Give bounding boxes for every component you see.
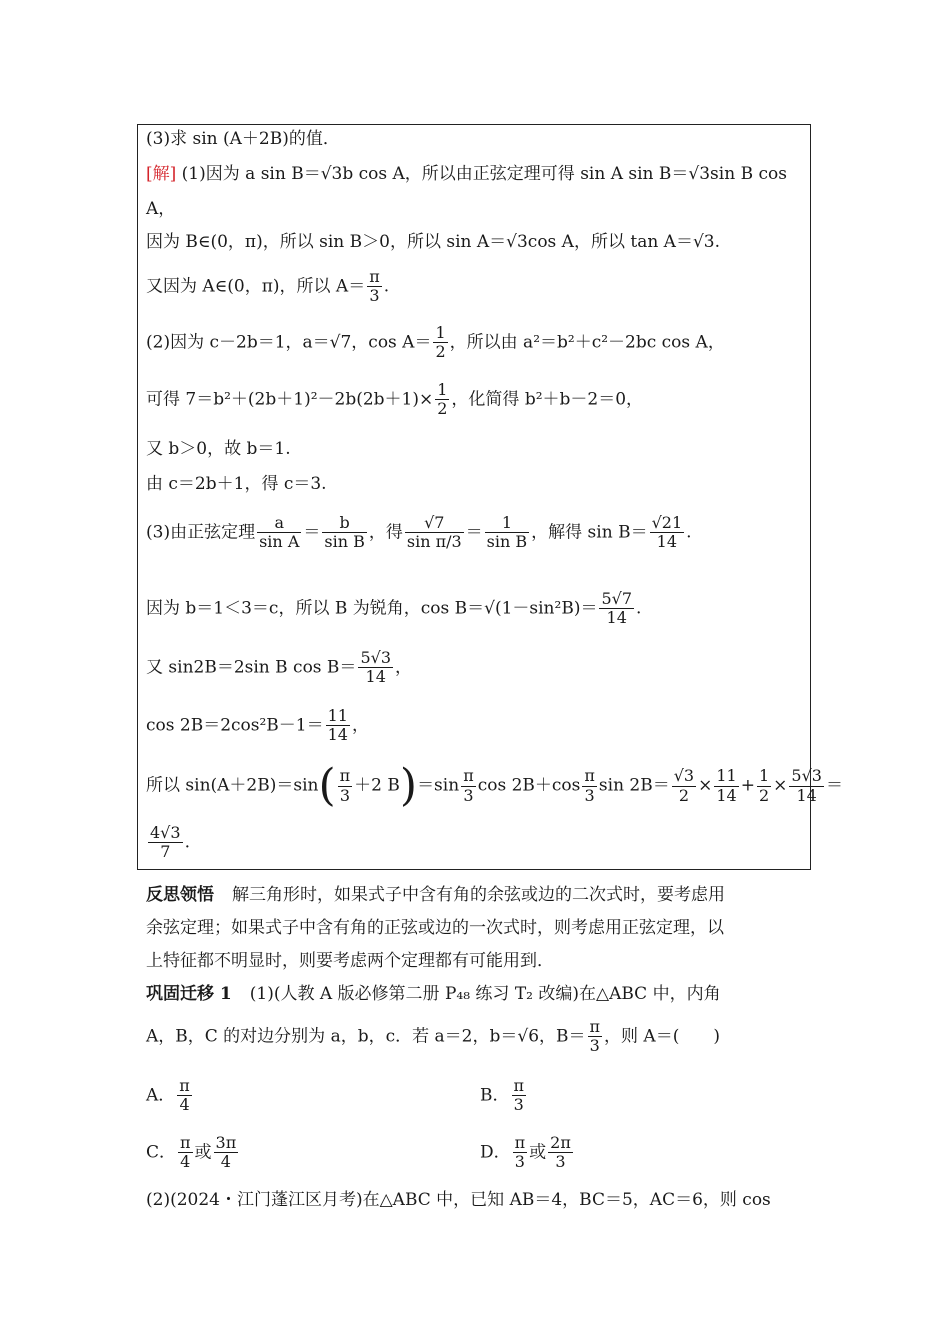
text: . xyxy=(636,598,642,619)
solution-part2-line3: 又 b＞0，故 b＝1. xyxy=(146,439,291,459)
numerator: 5√3 xyxy=(360,648,391,667)
fraction xyxy=(650,514,685,552)
numerator: π xyxy=(513,1076,525,1095)
fraction xyxy=(326,707,350,745)
numerator: π xyxy=(514,1133,526,1152)
fraction xyxy=(599,590,634,628)
denominator: 2 xyxy=(437,399,448,419)
denominator: sin π/3 xyxy=(406,532,462,552)
fraction xyxy=(358,649,393,687)
text: ＝sin xyxy=(417,775,460,796)
reflection-line1 xyxy=(146,887,725,904)
solution-label: [解] xyxy=(146,164,177,184)
denominator: 3 xyxy=(589,1036,600,1056)
solution-part3-line1 xyxy=(146,514,692,552)
numerator: 11 xyxy=(716,766,737,786)
denominator: 2 xyxy=(758,785,770,805)
text: sin 2B＝ xyxy=(598,775,670,796)
fraction xyxy=(513,1134,528,1172)
solution-part2-line4: 由 c＝2b＋1，得 c＝3. xyxy=(146,474,327,494)
denominator: 3 xyxy=(555,1152,566,1172)
denominator: 14 xyxy=(606,608,627,628)
fraction xyxy=(485,514,529,552)
text: 或 xyxy=(194,1142,212,1163)
option-a[interactable] xyxy=(146,1077,194,1115)
text: 或 xyxy=(529,1142,547,1163)
text: 解三角形时，如果式子中含有角的余弦或边的二次式时，要考虑用 xyxy=(232,885,725,905)
text: (1)因为 a sin B＝√3b cos A，所以由正弦定理可得 sin A sin B＝√3sin B cos xyxy=(181,164,787,184)
fraction xyxy=(757,767,771,805)
numerator: π xyxy=(584,766,595,786)
denominator: 3 xyxy=(339,785,350,805)
text: 因为 b＝1＜3＝c，所以 B 为锐角，cos B＝√(1－sin²B)＝ xyxy=(146,598,598,619)
fraction xyxy=(338,767,353,805)
solution-part1-line4 xyxy=(146,268,389,306)
solution-part1-line3: 因为 B∈(0，π)，所以 sin B＞0，所以 sin A＝√3cos A，所以 tan A＝√3. xyxy=(146,232,721,252)
numerator: π xyxy=(369,267,380,286)
fraction xyxy=(512,1077,527,1115)
fraction xyxy=(257,514,301,552)
exercise-line1 xyxy=(146,986,721,1003)
denominator: 14 xyxy=(656,532,678,552)
numerator: 1 xyxy=(758,766,770,786)
reflection-line2: 余弦定理；如果式子中含有角的正弦或边的一次式时，则考虑用正弦定理，以 xyxy=(146,918,724,938)
numerator: 11 xyxy=(327,706,348,725)
text: A，B，C 的对边分别为 a，b，c．若 a＝2，b＝√6，B＝ xyxy=(146,1026,586,1047)
fraction xyxy=(548,1134,573,1172)
text: ， xyxy=(395,657,412,678)
option-b[interactable] xyxy=(480,1077,528,1115)
numerator: π xyxy=(339,766,351,786)
numerator: 1 xyxy=(485,514,529,533)
denominator: 14 xyxy=(365,667,386,687)
text: (1)(人教 A 版必修第二册 P₄₈ 练习 T₂ 改编)在△ABC 中，内角 xyxy=(249,984,721,1004)
solution-part3-line6 xyxy=(146,824,190,862)
text: + xyxy=(740,775,755,796)
denominator: 4 xyxy=(180,1152,191,1172)
denominator: 7 xyxy=(160,842,171,862)
text: (2)因为 c－2b＝1，a＝√7，cos A＝ xyxy=(146,332,432,353)
text: cos 2B＋cos xyxy=(477,775,581,796)
solution-part3-line3 xyxy=(146,649,412,687)
text: 可得 7＝b²＋(2b＋1)²－2b(2b＋1)× xyxy=(146,389,434,410)
numerator: √7 xyxy=(405,514,464,533)
fraction xyxy=(367,268,382,306)
right-paren: ) xyxy=(399,760,418,811)
denominator: 14 xyxy=(327,725,348,745)
fraction xyxy=(405,514,464,552)
solution-part3-line2 xyxy=(146,590,641,628)
solution-part2-line1 xyxy=(146,324,725,362)
text: ＝ xyxy=(465,522,483,543)
text: 又因为 A∈(0，π)，所以 A＝ xyxy=(146,276,366,297)
exercise-line2 xyxy=(146,1018,720,1056)
fraction xyxy=(177,1077,192,1115)
denominator: 3 xyxy=(514,1152,525,1172)
option-letter: D． xyxy=(480,1142,511,1163)
numerator: π xyxy=(589,1017,601,1036)
part3-question: (3)求 sin (A＋2B)的值． xyxy=(146,129,340,149)
numerator: 1 xyxy=(435,323,446,342)
option-letter: A． xyxy=(146,1085,176,1106)
text: . xyxy=(686,522,692,543)
text: × xyxy=(698,775,713,796)
solution-part1-line2: A， xyxy=(146,199,176,219)
option-letter: B． xyxy=(480,1085,510,1106)
denominator: 3 xyxy=(369,286,380,306)
solution-part2-line2 xyxy=(146,381,643,419)
denominator: 2 xyxy=(435,342,446,362)
denominator: sin B xyxy=(486,532,528,552)
numerator: √3 xyxy=(673,766,695,786)
text: ，则 A＝( ) xyxy=(604,1026,720,1047)
numerator: √21 xyxy=(651,513,683,532)
fraction xyxy=(322,514,366,552)
denominator: 3 xyxy=(463,785,474,805)
numerator: π xyxy=(180,1133,191,1152)
solution-part3-line4 xyxy=(146,707,369,745)
solution-part1-line1 xyxy=(146,166,787,183)
denominator: sin B xyxy=(324,532,365,552)
left-paren: ( xyxy=(318,760,336,811)
text: 又 sin2B＝2sin B cos B＝ xyxy=(146,657,357,678)
numerator: π xyxy=(463,766,474,786)
fraction xyxy=(461,767,476,805)
reflection-line3: 上特征都不明显时，则要考虑两个定理都有可能用到． xyxy=(146,951,554,971)
fraction xyxy=(433,324,447,362)
text: . xyxy=(184,832,190,853)
fraction xyxy=(214,1134,239,1172)
text: cos 2B＝2cos²B－1＝ xyxy=(146,715,324,736)
denominator: 3 xyxy=(513,1095,524,1115)
reflection-label: 反思领悟 xyxy=(146,885,214,905)
denominator: 4 xyxy=(220,1152,231,1172)
numerator: 1 xyxy=(437,380,448,399)
text: ，得 xyxy=(368,522,403,543)
fraction xyxy=(789,767,824,805)
denominator: 2 xyxy=(678,785,690,805)
option-c[interactable] xyxy=(146,1134,240,1172)
numerator: 5√3 xyxy=(791,766,822,786)
fraction xyxy=(714,767,738,805)
exercise-line3: (2)(2024・江门蓬江区月考)在△ABC 中，已知 AB＝4，BC＝5，AC＝6，则 cos xyxy=(146,1190,771,1210)
denominator: 14 xyxy=(716,785,737,805)
numerator: π xyxy=(179,1076,190,1095)
fraction xyxy=(148,824,183,862)
exercise-label: 巩固迁移 1 xyxy=(146,984,232,1004)
text: ， xyxy=(351,715,369,736)
numerator: 4√3 xyxy=(150,823,181,842)
text: × xyxy=(773,775,788,796)
fraction xyxy=(672,767,696,805)
numerator: a xyxy=(257,514,301,533)
text: ＋2 B xyxy=(354,775,400,796)
option-d[interactable] xyxy=(480,1134,575,1172)
numerator: 3π xyxy=(215,1133,237,1152)
text: . xyxy=(383,276,390,297)
numerator: 5√7 xyxy=(601,589,633,608)
text: ＝ xyxy=(303,522,321,543)
text: ＝ xyxy=(825,775,843,796)
fraction xyxy=(178,1134,193,1172)
denominator: sin A xyxy=(259,532,300,552)
numerator: b xyxy=(322,514,366,533)
denominator: 3 xyxy=(584,785,595,805)
text: (3)由正弦定理 xyxy=(146,522,256,543)
fraction xyxy=(435,381,449,419)
fraction xyxy=(582,767,597,805)
fraction xyxy=(588,1018,603,1056)
text: ，化简得 b²＋b－2＝0， xyxy=(451,389,644,410)
text: ，所以由 a²＝b²＋c²－2bc cos A， xyxy=(449,332,725,353)
text: 所以 sin(A＋2B)＝sin xyxy=(146,775,319,796)
solution-part3-line5 xyxy=(146,760,843,811)
text: ，解得 sin B＝ xyxy=(531,522,648,543)
option-letter: C． xyxy=(146,1142,177,1163)
denominator: 14 xyxy=(796,785,817,805)
numerator: 2π xyxy=(550,1133,571,1152)
denominator: 4 xyxy=(179,1095,190,1115)
